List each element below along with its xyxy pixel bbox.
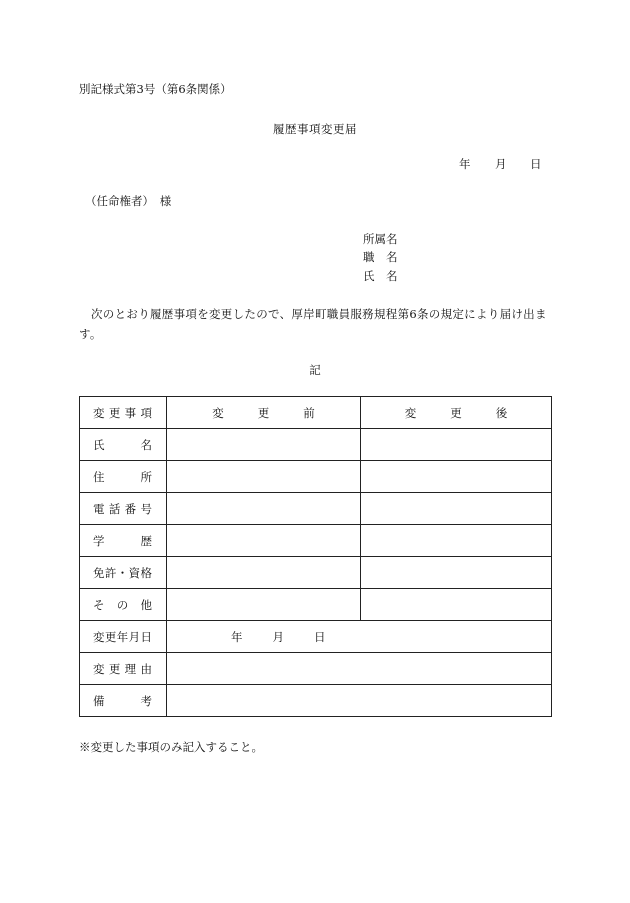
header-item-label: 変 更 事 項 — [93, 405, 152, 420]
table-row — [80, 557, 552, 589]
row-label-cell — [80, 429, 167, 461]
change-date-value-cell[interactable] — [167, 621, 552, 653]
change-date-fields — [167, 629, 551, 645]
row-label: 氏 名 — [93, 437, 152, 452]
after-value-cell[interactable] — [361, 461, 552, 493]
after-value-cell[interactable] — [361, 429, 552, 461]
header-before-label: 変 更 前 — [212, 405, 315, 420]
before-value-cell[interactable] — [167, 589, 361, 621]
before-value-cell[interactable] — [167, 557, 361, 589]
header-after-cell — [361, 397, 552, 429]
row-label: 免 許 ・ 資 格 — [93, 565, 152, 580]
row-label-cell — [80, 589, 167, 621]
table-row — [80, 525, 552, 557]
table-row — [80, 493, 552, 525]
before-value-cell[interactable] — [167, 429, 361, 461]
before-value-cell[interactable] — [167, 525, 361, 557]
remarks-label: 備 考 — [93, 693, 152, 708]
table-row — [80, 589, 552, 621]
remarks-label-cell — [80, 685, 167, 717]
header-before-cell — [167, 397, 361, 429]
date-month-label: 月 — [495, 157, 507, 171]
form-reference: 別記様式第3号（第6条関係） — [79, 82, 232, 96]
after-value-cell[interactable] — [361, 589, 552, 621]
row-label-cell — [80, 461, 167, 493]
row-label: そ の 他 — [93, 597, 152, 612]
before-value-cell[interactable] — [167, 461, 361, 493]
document-title: 履歴事項変更届 — [273, 122, 357, 136]
sender-affiliation-label: 所属名 — [363, 232, 398, 246]
change-date-month-label: 月 — [272, 629, 284, 644]
header-item-cell — [80, 397, 167, 429]
change-date-label-cell — [80, 621, 167, 653]
header-after-label: 変 更 後 — [404, 405, 508, 420]
change-date-day-label: 日 — [314, 629, 326, 644]
row-label: 電 話 番 号 — [93, 501, 152, 516]
ki-heading: 記 — [309, 363, 321, 377]
date-day-label: 日 — [530, 157, 542, 171]
sender-name-label: 氏 名 — [363, 269, 398, 283]
after-value-cell[interactable] — [361, 493, 552, 525]
addressee: （任命権者） 様 — [85, 194, 172, 208]
remarks-row — [80, 685, 552, 717]
row-label-cell — [80, 525, 167, 557]
table-header-row — [80, 397, 552, 429]
change-date-row — [80, 621, 552, 653]
footnote: ※変更した事項のみ記入すること。 — [79, 740, 263, 754]
change-reason-label-cell — [80, 653, 167, 685]
change-reason-value-cell[interactable] — [167, 653, 552, 685]
body-text: 次のとおり履歴事項を変更したので、厚岸町職員服務規程第6条の規定により届け出ます。 — [79, 307, 547, 341]
table-row — [80, 461, 552, 493]
before-value-cell[interactable] — [167, 493, 361, 525]
change-date-label: 変 更 年 月 日 — [93, 629, 152, 644]
change-reason-label: 変 更 理 由 — [93, 661, 152, 676]
after-value-cell[interactable] — [361, 557, 552, 589]
after-value-cell[interactable] — [361, 525, 552, 557]
change-reason-row — [80, 653, 552, 685]
row-label-cell — [80, 557, 167, 589]
sender-position-label: 職 名 — [363, 250, 398, 264]
row-label: 住 所 — [93, 469, 152, 484]
table-row — [80, 429, 552, 461]
change-table — [79, 396, 552, 717]
remarks-value-cell[interactable] — [167, 685, 552, 717]
date-year-label: 年 — [459, 157, 471, 171]
row-label-cell — [80, 493, 167, 525]
change-date-year-label: 年 — [231, 629, 243, 644]
row-label: 学 歴 — [93, 533, 152, 548]
